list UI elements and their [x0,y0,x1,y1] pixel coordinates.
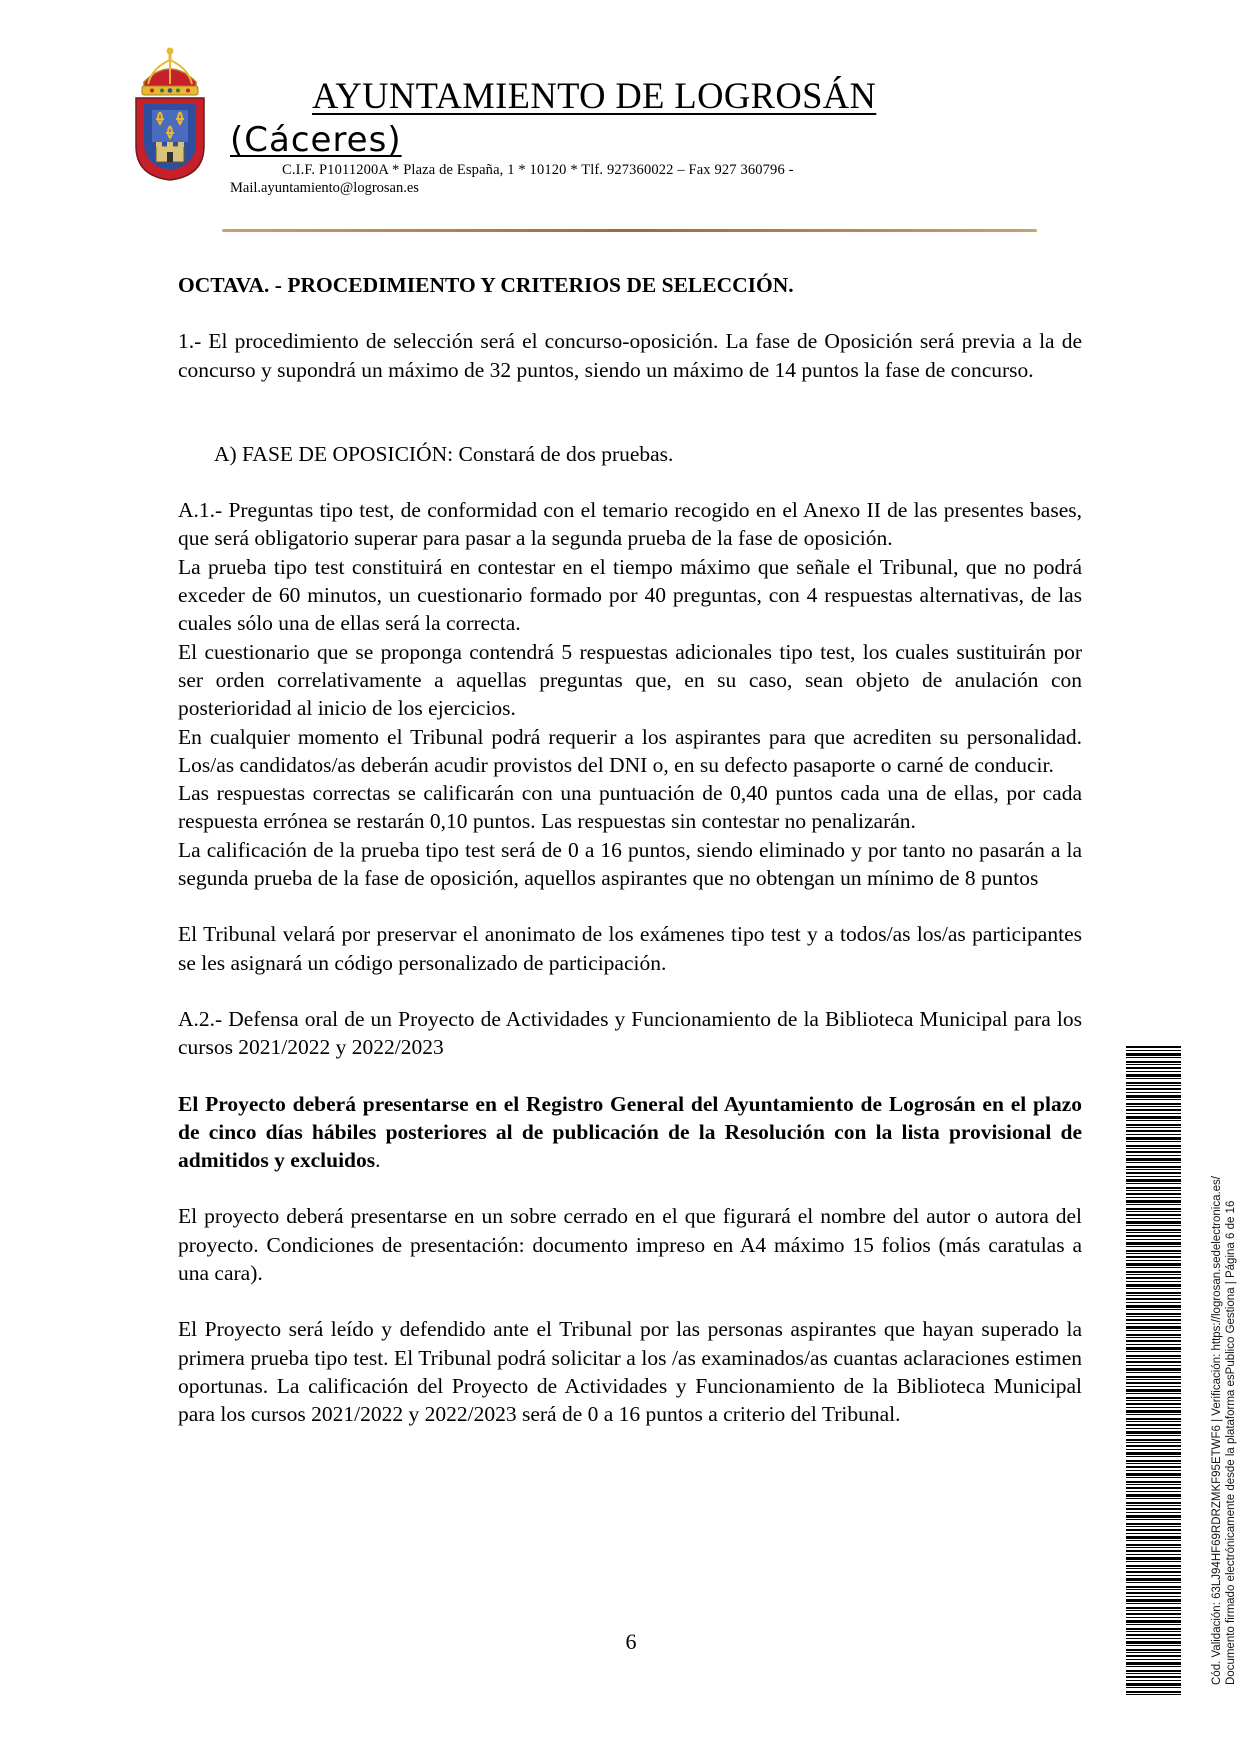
paragraph-a1-extra: El cuestionario que se proponga contendrá 5 respuestas adicionales tipo test, los cuales sustituirán por ser orden correlativamente a aquellas preguntas que, en su caso, sean objeto de anulación con posterioridad al inicio de los ejercicios. [178,639,1082,721]
province-subtitle: (Cáceres) [230,120,402,160]
contact-info: C.I.F. P1011200A * Plaza de España, 1 * 10120 * Tlf. 927360022 – Fax 927 360796 - [282,162,794,178]
paragraph-a1-intro: A.1.- Preguntas tipo test, de conformidad con el temario recogido en el Anexo II de las presentes bases, que será obligatorio superar para pasar a la segunda prueba de la fase de oposición. [178,498,1082,551]
paragraph-a1-scoring: Las respuestas correctas se calificarán con una puntuación de 0,40 puntos cada una de ellas, por cada respuesta errónea se restarán 0,10 puntos. Las respuestas sin contestar no penalizarán. [178,781,1082,834]
phase-subheading: A) FASE DE OPOSICIÓN: Constará de dos pruebas. [214,441,674,466]
paragraph-procedure: 1.- El procedimiento de selección será el concurso-oposición. La fase de Oposición será previa a la de concurso y supondrá un máximo de 32 puntos, siendo un máximo de 14 puntos la fase de concurso. [178,329,1082,382]
paragraph-a2-intro: A.2.- Defensa oral de un Proyecto de Actividades y Funcionamiento de la Biblioteca Municipal para los cursos 2021/2022 y 2022/2023 [178,1006,1082,1060]
deadline-bold-text: El Proyecto deberá presentarse en el Registro General del Ayuntamiento de Logrosán en el plazo de cinco días hábiles posteriores al de publicación de la Resolución con la lista provisional de admitidos y excluidos [178,1091,1082,1173]
paragraph-a2-deadline [178,1090,1082,1175]
paragraph-a1-anonymity: El Tribunal velará por preservar el anonimato de los exámenes tipo test y a todos/as los/as participantes se les asignará un código personalizado de participación. [178,922,1082,975]
verification-text [1210,1035,1238,1685]
deadline-period: . [375,1148,381,1173]
email-address: Mail.ayuntamiento@logrosan.es [230,180,419,196]
paragraph-a1-test: La prueba tipo test constituirá en contestar en el tiempo máximo que señale el Tribunal, que no podrá exceder de 60 minutos, un cuestionario formado por 40 preguntas, con 4 respuestas alternativas, de las cuales sólo una de ellas será la correcta. [178,554,1082,636]
paragraph-a2-envelope: El proyecto deberá presentarse en un sobre cerrado en el que figurará el nombre del autor o autora del proyecto. Condiciones de presentación: documento impreso en A4 máximo 15 folios (más caratulas a una cara). [178,1204,1082,1286]
verification-line-1: Cód. Validación: 63LJ94HF69RDRZMKF95ETWF6 | Verificación: https://logrosan.sedelectronica.es/ [1211,1175,1223,1685]
paragraph-a2-defense: El Proyecto será leído y defendido ante el Tribunal por las personas aspirantes que hayan superado la primera prueba tipo test. El Tribunal podrá solicitar a los /as examinados/as cuantas aclaraciones estimen oportunas. La calificación del Proyecto de Actividades y Funcionamiento de la Biblioteca Municipal para los cursos 2021/2022 y 2022/2023 será de 0 a 16 puntos a criterio del Tribunal. [178,1317,1082,1427]
barcode-icon [1126,1046,1181,1696]
header-divider [222,229,1037,232]
verification-line-2: Documento firmado electrónicamente desde la plataforma esPublico Gestiona | Página 6 de 16 [1225,1200,1237,1685]
page-number: 6 [625,1629,637,1654]
section-heading: OCTAVA. - PROCEDIMIENTO Y CRITERIOS DE SELECCIÓN. [178,273,794,297]
document-body [178,271,1082,1429]
paragraph-a1-grade: La calificación de la prueba tipo test será de 0 a 16 puntos, siendo eliminado y por tanto no pasarán a la segunda prueba de la fase de oposición, aquellos aspirantes que no obtengan un mínimo de 8 puntos [178,837,1082,891]
paragraph-a1-identity: En cualquier momento el Tribunal podrá requerir a los aspirantes para que acrediten su personalidad. Los/as candidatos/as deberán acudir provistos del DNI o, en su defecto pasaporte o carné de conducir. [178,724,1082,777]
municipality-title: AYUNTAMIENTO DE LOGROSÁN [312,75,877,116]
coat-of-arms-icon [130,46,210,182]
